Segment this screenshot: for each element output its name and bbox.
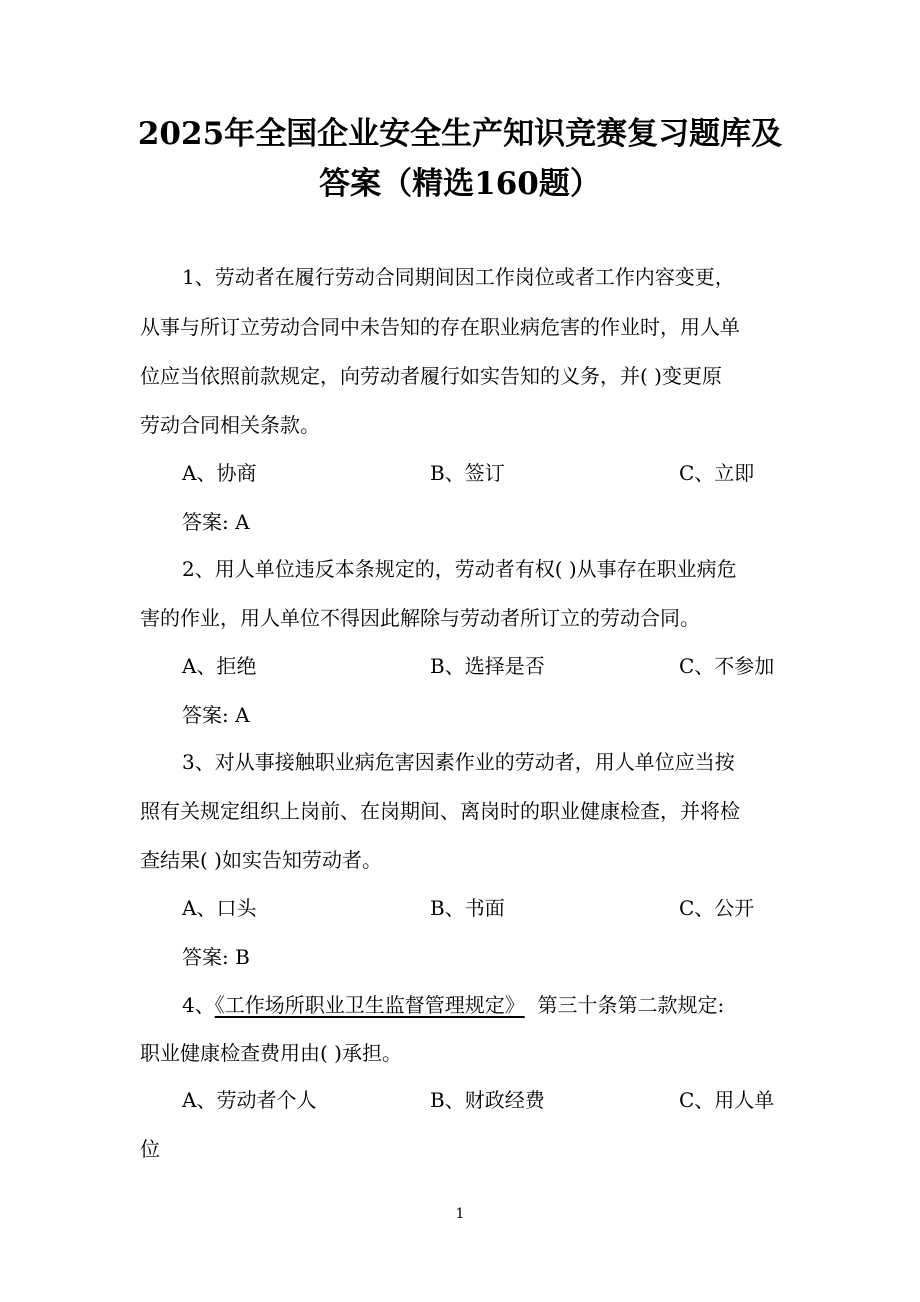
q1-option-b: B、签订 [430,461,505,485]
q4-option-b: B、财政经费 [430,1088,545,1112]
q4-text-line-1-rest: 第三十条第二款规定: [537,993,725,1017]
document-title-line-1: 2025年全国企业安全生产知识竞赛复习题库及 [137,116,783,152]
q3-text-line-3: 查结果( )如实告知劳动者。 [140,848,382,872]
q2-text-line-2: 害的作业，用人单位不得因此解除与劳动者所订立的劳动合同。 [140,606,700,630]
q4-option-c-continuation: 位 [140,1137,160,1161]
q1-text-line-3: 位应当依照前款规定，向劳动者履行如实告知的义务，并( )变更原 [140,364,722,388]
q3-option-a: A、口头 [182,896,257,920]
q4-text-line-1 [182,990,822,1020]
q4-option-a: A、劳动者个人 [182,1088,317,1112]
q1-answer: 答案: A [182,510,250,534]
q1-text-line-4: 劳动合同相关条款。 [140,413,320,437]
q1-text-line-2: 从事与所订立劳动合同中未告知的存在职业病危害的作业时，用人单 [140,315,740,339]
q2-answer: 答案: A [182,703,250,727]
q2-text-line-1: 2、用人单位违反本条规定的，劳动者有权( )从事存在职业病危 [182,557,737,581]
page-number: 1 [455,1206,465,1222]
q4-regulation-reference: 《工作场所职业卫生监督管理规定》 [214,993,525,1017]
q1-option-c: C、立即 [679,461,755,485]
q2-option-c: C、不参加 [679,654,775,678]
q4-option-c: C、用人单 [679,1088,775,1112]
q3-answer: 答案: B [182,945,250,969]
q1-text-line-1: 1、劳动者在履行劳动合同期间因工作岗位或者工作内容变更， [182,265,735,289]
q3-text-line-1: 3、对从事接触职业病危害因素作业的劳动者，用人单位应当按 [182,750,735,774]
q4-number: 4、 [182,993,215,1017]
q2-option-a: A、拒绝 [182,654,257,678]
q3-option-b: B、书面 [430,896,505,920]
document-title-line-2: 答案（精选160题） [319,166,601,202]
q4-text-line-2: 职业健康检查费用由( )承担。 [140,1041,402,1065]
q1-option-a: A、协商 [182,461,257,485]
q3-option-c: C、公开 [679,896,755,920]
q3-text-line-2: 照有关规定组织上岗前、在岗期间、离岗时的职业健康检查，并将检 [140,799,740,823]
q2-option-b: B、选择是否 [430,654,545,678]
